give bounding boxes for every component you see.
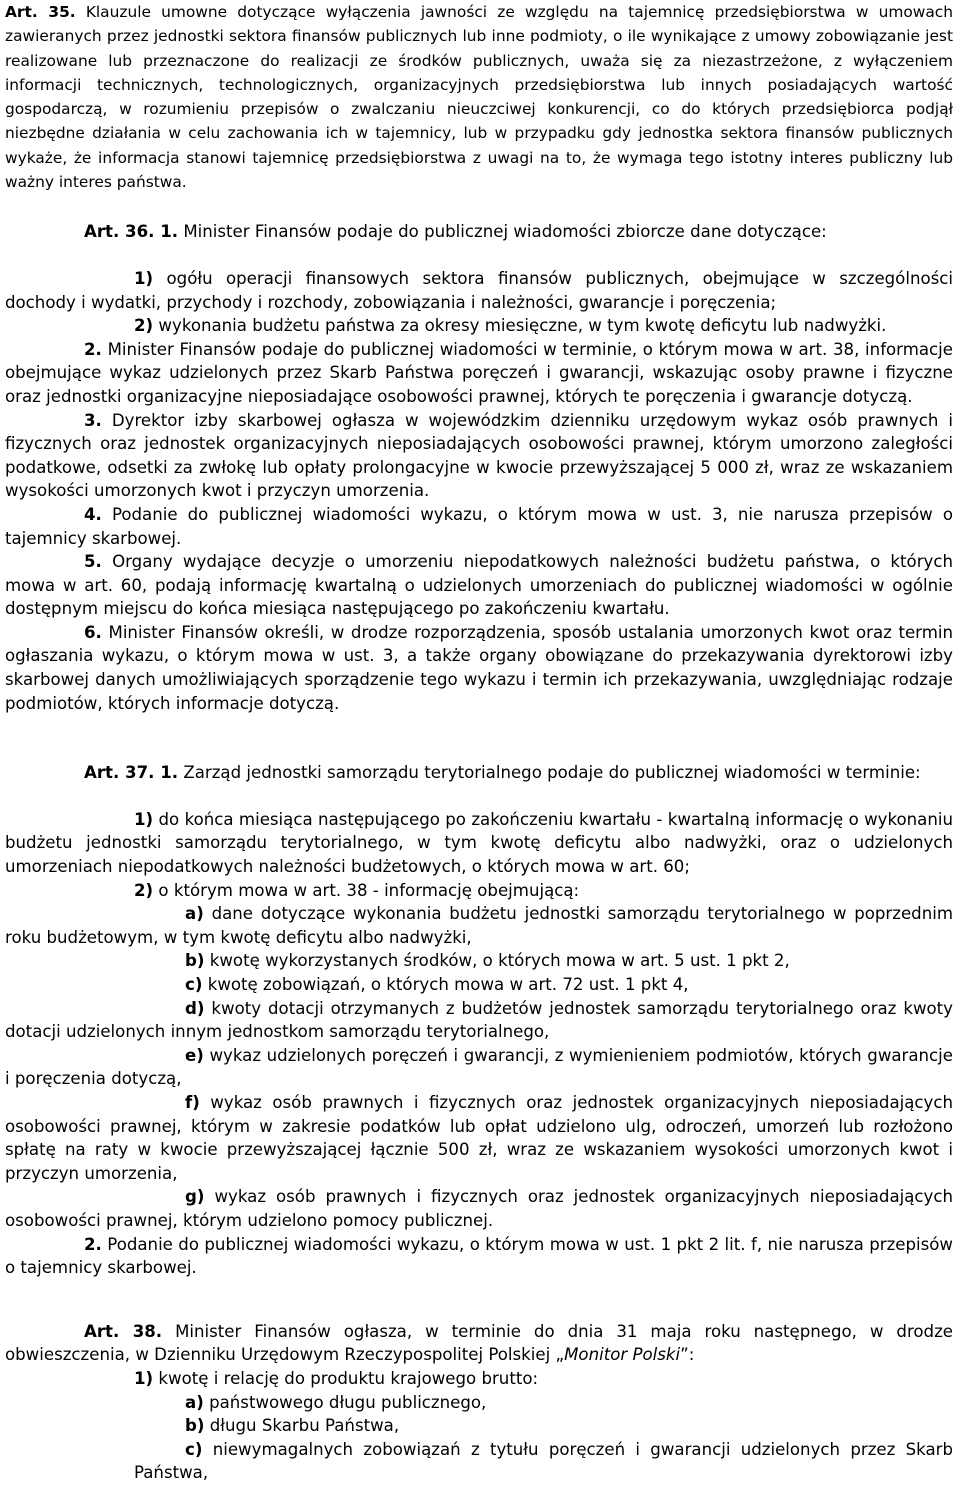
article-36-intro: Minister Finansów podaje do publicznej wiadomości zbiorcze dane dotyczące: bbox=[183, 222, 827, 242]
section-label: 4. bbox=[84, 504, 102, 524]
point-label: 1) bbox=[134, 1368, 154, 1388]
letter-text: niewymagalnych zobowiązań z tytułu poręczeń i gwarancji udzielonych przez Skarb Państwa, bbox=[134, 1439, 953, 1483]
section-text: Minister Finansów podaje do publicznej wiadomości w terminie, o którym mowa w art. 38, informacje obejmujące wykaz udzielonych przez Skarb Państwa poręczeń i gwarancji, wskazując osoby prawne i fizyczne oraz jednostki organizacyjne nieposiadające osobowości prawnej, których te poręczenia i gwarancje dotyczą. bbox=[5, 339, 953, 406]
article-37-intro: Zarząd jednostki samorządu terytorialnego podaje do publicznej wiadomości w terminie: bbox=[183, 763, 921, 783]
letter-text: państwowego długu publicznego, bbox=[209, 1392, 487, 1412]
article-37-letter-e bbox=[5, 1044, 953, 1091]
point-text: o którym mowa w art. 38 - informację obejmującą: bbox=[158, 880, 580, 900]
article-38-text: Minister Finansów ogłasza, w terminie do dnia 31 maja roku następnego, w drodze obwieszczenia, w Dzienniku Urzędowym Rzeczypospolitej Polskiej „ bbox=[5, 1321, 954, 1365]
letter-label: b) bbox=[185, 1416, 205, 1436]
article-38-label: Art. 38. bbox=[84, 1321, 163, 1341]
article-36-heading bbox=[5, 220, 953, 244]
article-35-text: Klauzule umowne dotyczące wyłączenia jawności ze względu na tajemnicę przedsiębiorstwa w umowach zawieranych przez jednostki sektora finansów publicznych lub inne podmioty, o ile wynikające z umowy zobowiązanie jest realizowane lub przeznaczone do realizacji ze środków publicznych, uważa się za niezastrzeżone, z wyłączeniem informacji technicznych, technologicznych, organizacyjnych przedsiębiorstwa lub innych posiadających wartość gospodarczą, w rozumieniu przepisów o zwalczaniu nieuczciwej konkurencji, co do których przedsiębiorca podjął niezbędne działania w celu zachowania ich w tajemnicy, lub w przypadku gdy jednostka sektora finansów publicznych wykaże, że informacja stanowi tajemnicę przedsiębiorstwa z uwagi na to, że wymaga tego istotny interes publiczny lub ważny interes państwa. bbox=[5, 3, 953, 192]
point-label: 2) bbox=[134, 316, 154, 336]
letter-label: c) bbox=[185, 1439, 203, 1459]
article-38-letter-a bbox=[5, 1391, 953, 1415]
letter-label: a) bbox=[185, 1392, 204, 1412]
letter-label: d) bbox=[185, 998, 205, 1018]
point-text: do końca miesiąca następującego po zakończeniu kwartału - kwartalną informację o wykonaniu budżetu jednostki samorządu terytorialnego, w tym kwotę deficytu albo nadwyżki, oraz o udzielonych umorzeniach niepodatkowych należności budżetowych, o których mowa w art. 60; bbox=[5, 809, 953, 877]
article-37-point-2 bbox=[5, 879, 953, 903]
article-38-point-1 bbox=[5, 1367, 953, 1391]
letter-label: g) bbox=[185, 1187, 205, 1207]
main-text bbox=[5, 220, 953, 1485]
letter-text: kwotę wykorzystanych środków, o których mowa w art. 5 ust. 1 pkt 2, bbox=[209, 951, 790, 971]
point-text: kwotę i relację do produktu krajowego brutto: bbox=[158, 1368, 539, 1388]
article-35-label: Art. 35. bbox=[5, 3, 76, 21]
letter-text: wykaz udzielonych poręczeń i gwarancji, z wymienieniem podmiotów, których gwarancje i poręczenia dotyczą, bbox=[5, 1045, 954, 1089]
article-36-section-5 bbox=[5, 550, 953, 621]
section-label: 3. bbox=[84, 410, 102, 430]
article-37-letter-g bbox=[5, 1185, 953, 1232]
section-text: Organy wydające decyzje o umorzeniu niepodatkowych należności budżetu państwa, o których mowa w art. 60, podają informację kwartalną o udzielonych umorzeniach do publicznej wiadomości w ogólnie dostępnym miejscu do końca miesiąca następującego po zakończeniu kwartału. bbox=[5, 552, 953, 619]
article-38-letter-b bbox=[5, 1414, 953, 1438]
article-36-label: Art. 36. 1. bbox=[84, 222, 179, 242]
article-36-section-3 bbox=[5, 409, 953, 503]
article-38-heading bbox=[5, 1320, 953, 1367]
article-36-point-2 bbox=[5, 314, 953, 338]
point-text: ogółu operacji finansowych sektora finansów publicznych, obejmujące w szczególności dochody i wydatki, przychody i rozchody, zobowiązania i należności, gwarancje i poręczenia; bbox=[5, 268, 953, 312]
article-35 bbox=[5, 0, 953, 194]
letter-text: wykaz osób prawnych i fizycznych oraz jednostek organizacyjnych nieposiadających osobowości prawnej, którym udzielono pomocy publicznej. bbox=[5, 1187, 953, 1230]
letter-text: długu Skarbu Państwa, bbox=[209, 1416, 400, 1436]
letter-label: a) bbox=[185, 904, 204, 924]
article-37-letter-b bbox=[5, 949, 953, 973]
article-37-letter-a bbox=[5, 902, 953, 949]
section-label: 5. bbox=[84, 552, 102, 572]
article-37-section-2 bbox=[5, 1233, 953, 1280]
section-label: 2. bbox=[84, 339, 102, 359]
journal-name: Monitor Polski bbox=[564, 1345, 681, 1365]
section-text: Dyrektor izby skarbowej ogłasza w wojewódzkim dzienniku urzędowym wykaz osób prawnych i fizycznych oraz jednostek organizacyjnych nieposiadających osobowości prawnej, którym umorzono zaległości podatkowe, odsetki za zwłokę lub opłaty prolongacyjne w kwocie przewyższającej 5 000 zł, wraz ze wskazaniem wysokości umorzonych kwot i przyczyn umorzenia. bbox=[5, 410, 953, 501]
article-38-letter-c bbox=[5, 1438, 953, 1485]
article-36-section-4 bbox=[5, 503, 953, 550]
section-text: Podanie do publicznej wiadomości wykazu, o którym mowa w ust. 1 pkt 2 lit. f, nie narusza przepisów o tajemnicy skarbowej. bbox=[5, 1234, 953, 1278]
article-37-letter-d bbox=[5, 997, 953, 1044]
section-text: Podanie do publicznej wiadomości wykazu, o którym mowa w ust. 3, nie narusza przepisów o tajemnicy skarbowej. bbox=[5, 504, 953, 548]
article-37-label: Art. 37. 1. bbox=[84, 763, 179, 783]
section-text: Minister Finansów określi, w drodze rozporządzenia, sposób ustalania umorzonych kwot oraz termin ogłaszania wykazu, o którym mowa w ust. 3, a także organy obowiązane do przekazywania dyrektorowi izby skarbowej danych umożliwiających sporządzenie tego wykazu i termin ich przekazywania, uwzględniając rodzaje podmiotów, których informacje dotyczą. bbox=[5, 622, 953, 713]
article-36-section-6 bbox=[5, 621, 953, 715]
article-36-point-1 bbox=[5, 267, 953, 314]
letter-label: c) bbox=[185, 975, 203, 994]
letter-label: f) bbox=[185, 1092, 200, 1112]
letter-text: kwotę zobowiązań, o których mowa w art. 72 ust. 1 pkt 4, bbox=[207, 975, 689, 994]
point-text: wykonania budżetu państwa za okresy miesięczne, w tym kwotę deficytu lub nadwyżki. bbox=[158, 316, 887, 336]
letter-label: b) bbox=[185, 951, 205, 971]
letter-label: e) bbox=[185, 1045, 204, 1065]
section-label: 6. bbox=[84, 622, 102, 642]
letter-text: dane dotyczące wykonania budżetu jednostki samorządu terytorialnego w poprzednim roku budżetowym, w tym kwotę deficytu albo nadwyżki, bbox=[5, 904, 954, 947]
article-38-text-end: ”: bbox=[680, 1345, 695, 1365]
point-label: 1) bbox=[134, 809, 154, 829]
point-label: 1) bbox=[134, 268, 154, 288]
article-36-section-2 bbox=[5, 338, 953, 409]
article-37-point-1 bbox=[5, 808, 953, 879]
article-37-heading bbox=[5, 761, 953, 785]
article-37-letter-f bbox=[5, 1091, 953, 1185]
point-label: 2) bbox=[134, 880, 154, 900]
article-37-letter-c bbox=[5, 973, 953, 997]
letter-text: kwoty dotacji otrzymanych z budżetów jednostek samorządu terytorialnego oraz kwoty dotacji udzielonych innym jednostkom samorządu terytorialnego, bbox=[5, 998, 953, 1042]
letter-text: wykaz osób prawnych i fizycznych oraz jednostek organizacyjnych nieposiadających osobowości prawnej, którym w zakresie podatków lub opłat udzielono ulg, odroczeń, umorzeń lub rozłożono spłatę na raty w kwocie przewyższającej łącznie 500 zł, wraz ze wskazaniem wysokości umorzonych kwot i przyczyn umorzenia, bbox=[5, 1092, 953, 1183]
section-label: 2. bbox=[84, 1234, 102, 1254]
